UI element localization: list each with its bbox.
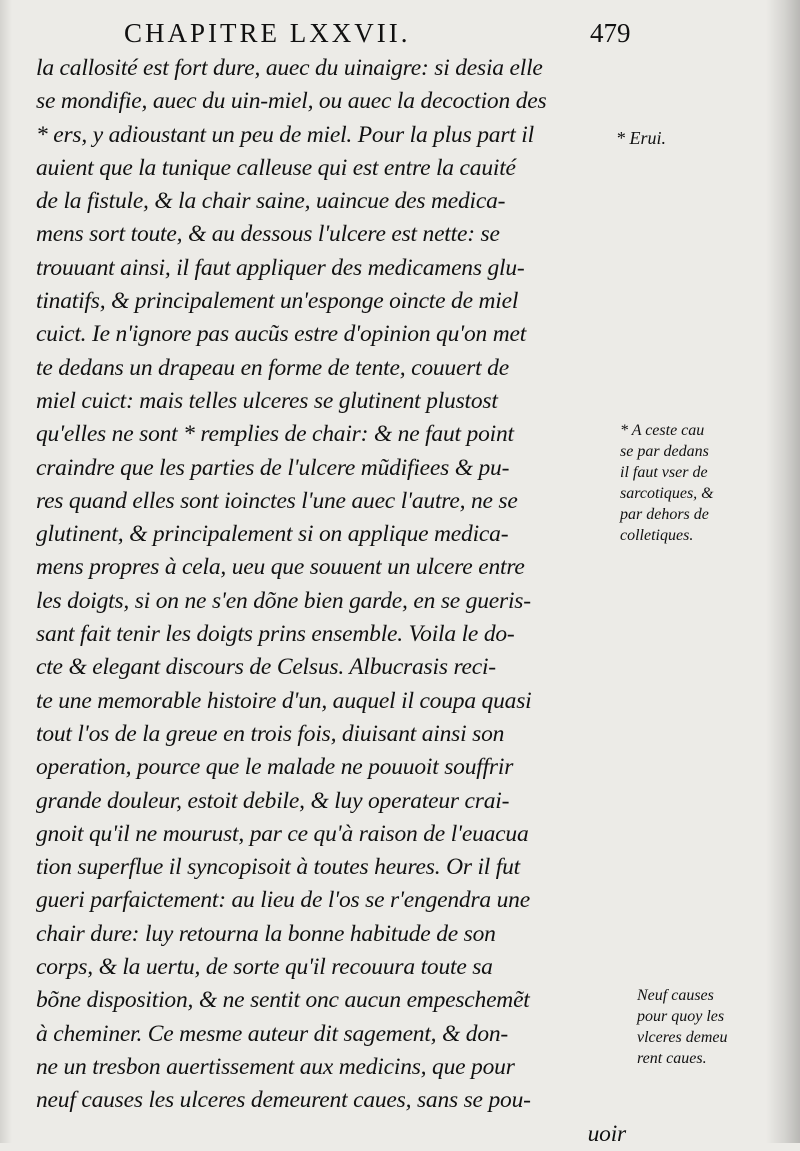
text-line-catchword: uoir bbox=[587, 1120, 626, 1147]
text-line: craindre que les parties de l'ulcere mũdifiees & pu- bbox=[36, 454, 510, 481]
text-line: mens propres à cela, ueu que souuent un ulcere entre bbox=[36, 554, 525, 581]
text-line: tinatifs, & principalement un'esponge oincte de miel bbox=[36, 288, 519, 315]
text-line: cuict. Ie n'ignore pas aucũs estre d'opinion qu'on met bbox=[36, 321, 527, 348]
text-line: tout l'os de la greue en trois fois, diuisant ainsi son bbox=[36, 720, 505, 747]
text-line: mens sort toute, & au dessous l'ulcere est nette: se bbox=[36, 221, 500, 248]
margin-note-line: il faut vser de bbox=[620, 464, 708, 481]
text-line: auient que la tunique calleuse qui est entre la cauité bbox=[36, 154, 516, 181]
text-line: * ers, y adioustant un peu de miel. Pour la plus part il bbox=[36, 121, 534, 148]
text-line: bõne disposition, & ne sentit onc aucun empeschemẽt bbox=[36, 987, 530, 1014]
text-line: se mondifie, auec du uin-miel, ou auec la decoction des bbox=[36, 88, 547, 115]
page-number: 479 bbox=[590, 18, 631, 48]
text-line: qu'elles ne sont * remplies de chair: & ne faut point bbox=[36, 421, 514, 448]
text-line: te une memorable histoire d'un, auquel il coupa quasi bbox=[36, 687, 532, 714]
page-gutter-shadow bbox=[0, 0, 12, 1143]
margin-note-line: sarcotiques, & bbox=[620, 485, 714, 502]
running-head: CHAPITRE LXXVII. bbox=[124, 18, 411, 48]
text-line: à cheminer. Ce mesme auteur dit sagement, & don- bbox=[36, 1020, 509, 1047]
text-line: corps, & la uertu, de sorte qu'il recouura toute sa bbox=[36, 954, 493, 981]
text-line: chair dure: luy retourna la bonne habitude de son bbox=[36, 920, 496, 947]
margin-note-line: * Erui. bbox=[616, 128, 667, 148]
text-line: glutinent, & principalement si on applique medica- bbox=[36, 521, 509, 548]
margin-note-neuf-causes bbox=[637, 985, 727, 1069]
text-line: de la fistule, & la chair saine, uaincue des medica- bbox=[36, 188, 506, 215]
text-line: ne un tresbon auertissement aux medicins, que pour bbox=[36, 1053, 515, 1080]
margin-note-line: par dehors de bbox=[620, 506, 709, 523]
text-line: grande douleur, estoit debile, & luy operateur crai- bbox=[36, 787, 510, 814]
text-line: res quand elles sont ioinctes l'une auec l'autre, ne se bbox=[36, 487, 518, 514]
text-line: trouuant ainsi, il faut appliquer des medicamens glu- bbox=[36, 254, 525, 281]
margin-note-line: se par dedans bbox=[620, 443, 709, 460]
margin-note-line: * A ceste cau bbox=[620, 422, 705, 439]
margin-note-line: colletiques. bbox=[620, 527, 694, 544]
text-line: cte & elegant discours de Celsus. Albucrasis reci- bbox=[36, 654, 496, 681]
text-line: les doigts, si on ne s'en dõne bien garde, en se gueris- bbox=[36, 587, 531, 614]
page-edge-shadow bbox=[766, 0, 800, 1143]
margin-note-line: pour quoy les bbox=[637, 1008, 725, 1025]
text-line: tion superflue il syncopisoit à toutes heures. Or il fut bbox=[36, 854, 521, 881]
margin-note-sarcotiques bbox=[620, 420, 714, 546]
margin-note-line: Neuf causes bbox=[637, 987, 714, 1004]
main-text-block bbox=[36, 52, 626, 1151]
text-line: te dedans un drapeau en forme de tente, couuert de bbox=[36, 354, 509, 381]
margin-note-line: rent caues. bbox=[637, 1050, 707, 1067]
text-line: sant fait tenir les doigts prins ensemble. Voila le do- bbox=[36, 621, 515, 648]
margin-note-line: vlceres demeu bbox=[637, 1029, 728, 1046]
text-line: gnoit qu'il ne mourust, par ce qu'à raison de l'euacua bbox=[36, 820, 529, 847]
text-line: gueri parfaictement: au lieu de l'os se r'engendra une bbox=[36, 887, 530, 914]
text-line: miel cuict: mais telles ulceres se glutinent plustost bbox=[36, 387, 498, 414]
text-line: operation, pource que le malade ne pouuoit souffrir bbox=[36, 754, 514, 781]
margin-note-erui bbox=[616, 128, 666, 149]
text-line: neuf causes les ulceres demeurent caues, sans se pou- bbox=[36, 1087, 531, 1114]
text-line: la callosité est fort dure, auec du uinaigre: si desia elle bbox=[36, 55, 543, 81]
